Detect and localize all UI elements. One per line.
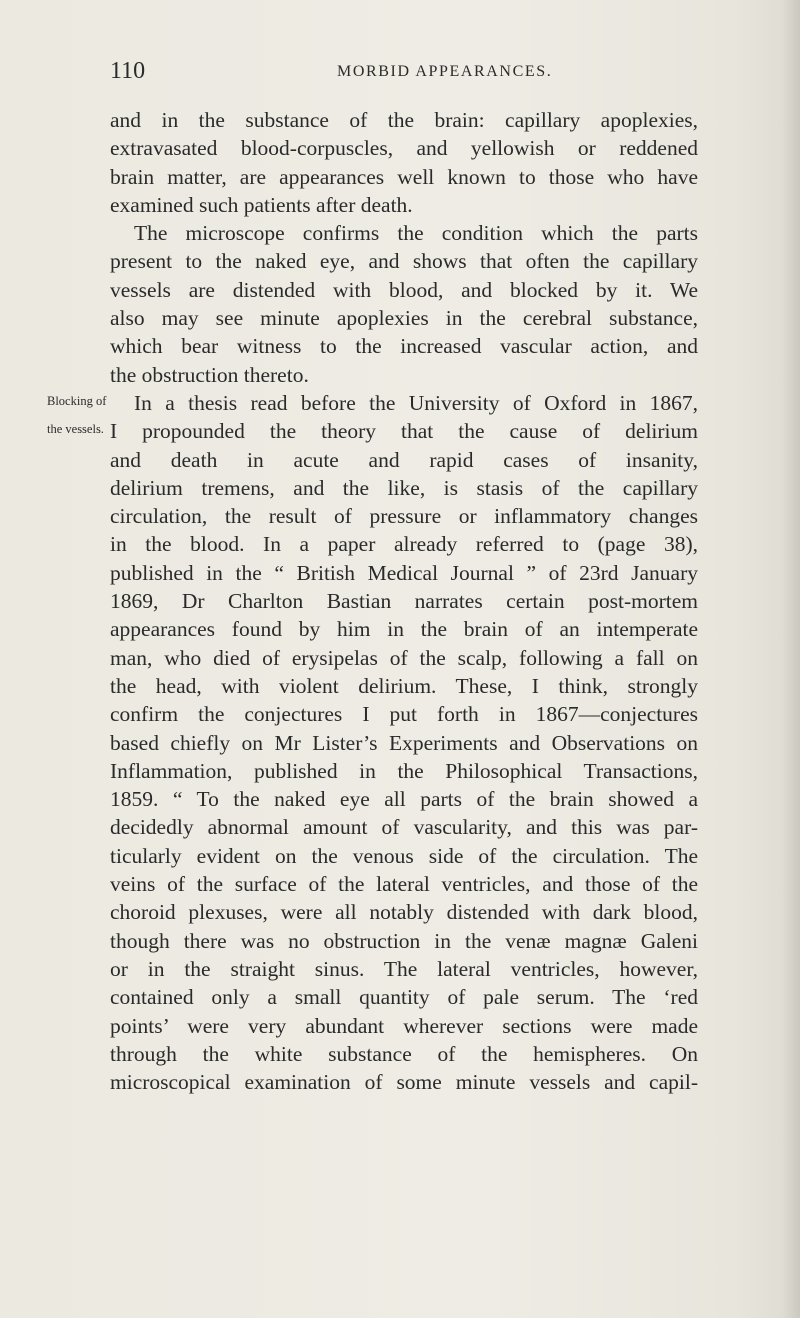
text-line: or in the straight sinus. The lateral ventricles, however, xyxy=(110,956,698,981)
text-line: present to the naked eye, and shows that often the capillary xyxy=(110,249,698,274)
text-line: contained only a small quantity of pale serum. The ‘red xyxy=(110,985,698,1010)
text-line: delirium tremens, and the like, is stasis of the capillary xyxy=(110,475,698,500)
text-line: and in the substance of the brain: capillary apoplexies, xyxy=(110,108,698,132)
page-header xyxy=(110,58,700,88)
text-line: based chiefly on Mr Lister’s Experiments and Observations on xyxy=(110,730,698,755)
text-line: also may see minute apoplexies in the cerebral substance, xyxy=(110,306,698,331)
page-number: 110 xyxy=(110,58,146,84)
text-line: 1869, Dr Charlton Bastian narrates certain post-mortem xyxy=(110,589,698,614)
text-line: Inflammation, published in the Philosophical Transactions, xyxy=(110,758,698,783)
text-line: points’ were very abundant wherever sections were made xyxy=(110,1013,698,1038)
text-line: In a thesis read before the University of Oxford in 1867, xyxy=(134,390,698,415)
page-edge-shadow xyxy=(782,0,800,1318)
text-line: veins of the surface of the lateral ventricles, and those of the xyxy=(110,872,698,897)
text-line: and death in acute and rapid cases of insanity, xyxy=(110,447,698,472)
text-line: I propounded the theory that the cause of delirium xyxy=(110,419,698,444)
text-line: man, who died of erysipelas of the scalp, following a fall on xyxy=(110,645,698,670)
text-line: brain matter, are appearances well known to those who have xyxy=(110,164,698,189)
text-line: circulation, the result of pressure or inflammatory changes xyxy=(110,504,698,529)
text-line: the head, with violent delirium. These, I think, strongly xyxy=(110,673,698,698)
margin-note-line-1: Blocking of xyxy=(47,394,107,408)
body-text xyxy=(110,106,698,1096)
text-line: decidedly abnormal amount of vascularity, and this was par- xyxy=(110,815,698,840)
text-line: examined such patients after death. xyxy=(110,192,413,217)
margin-note-line-2: the vessels. xyxy=(47,422,104,436)
text-line: 1859. “ To the naked eye all parts of the brain showed a xyxy=(110,787,698,812)
text-line: vessels are distended with blood, and blocked by it. We xyxy=(110,277,698,302)
text-line: confirm the conjectures I put forth in 1867—conjectures xyxy=(110,702,698,727)
text-line: The microscope confirms the condition which the parts xyxy=(134,221,698,246)
text-line: appearances found by him in the brain of an intemperate xyxy=(110,617,698,642)
text-line: in the blood. In a paper already referred to (page 38), xyxy=(110,532,698,557)
text-line: through the white substance of the hemispheres. On xyxy=(110,1041,698,1066)
text-line: published in the “ British Medical Journal ” of 23rd January xyxy=(110,560,698,585)
text-line: which bear witness to the increased vascular action, and xyxy=(110,334,698,359)
text-line: though there was no obstruction in the venæ magnæ Galeni xyxy=(110,928,698,953)
text-line: choroid plexuses, were all notably distended with dark blood, xyxy=(110,900,698,925)
text-line: extravasated blood-corpuscles, and yellowish or reddened xyxy=(110,136,698,161)
text-line: ticularly evident on the venous side of the circulation. The xyxy=(110,843,698,868)
running-title: MORBID APPEARANCES. xyxy=(337,63,553,80)
text-line: the obstruction thereto. xyxy=(110,362,309,387)
text-line: microscopical examination of some minute vessels and capil- xyxy=(110,1070,698,1095)
